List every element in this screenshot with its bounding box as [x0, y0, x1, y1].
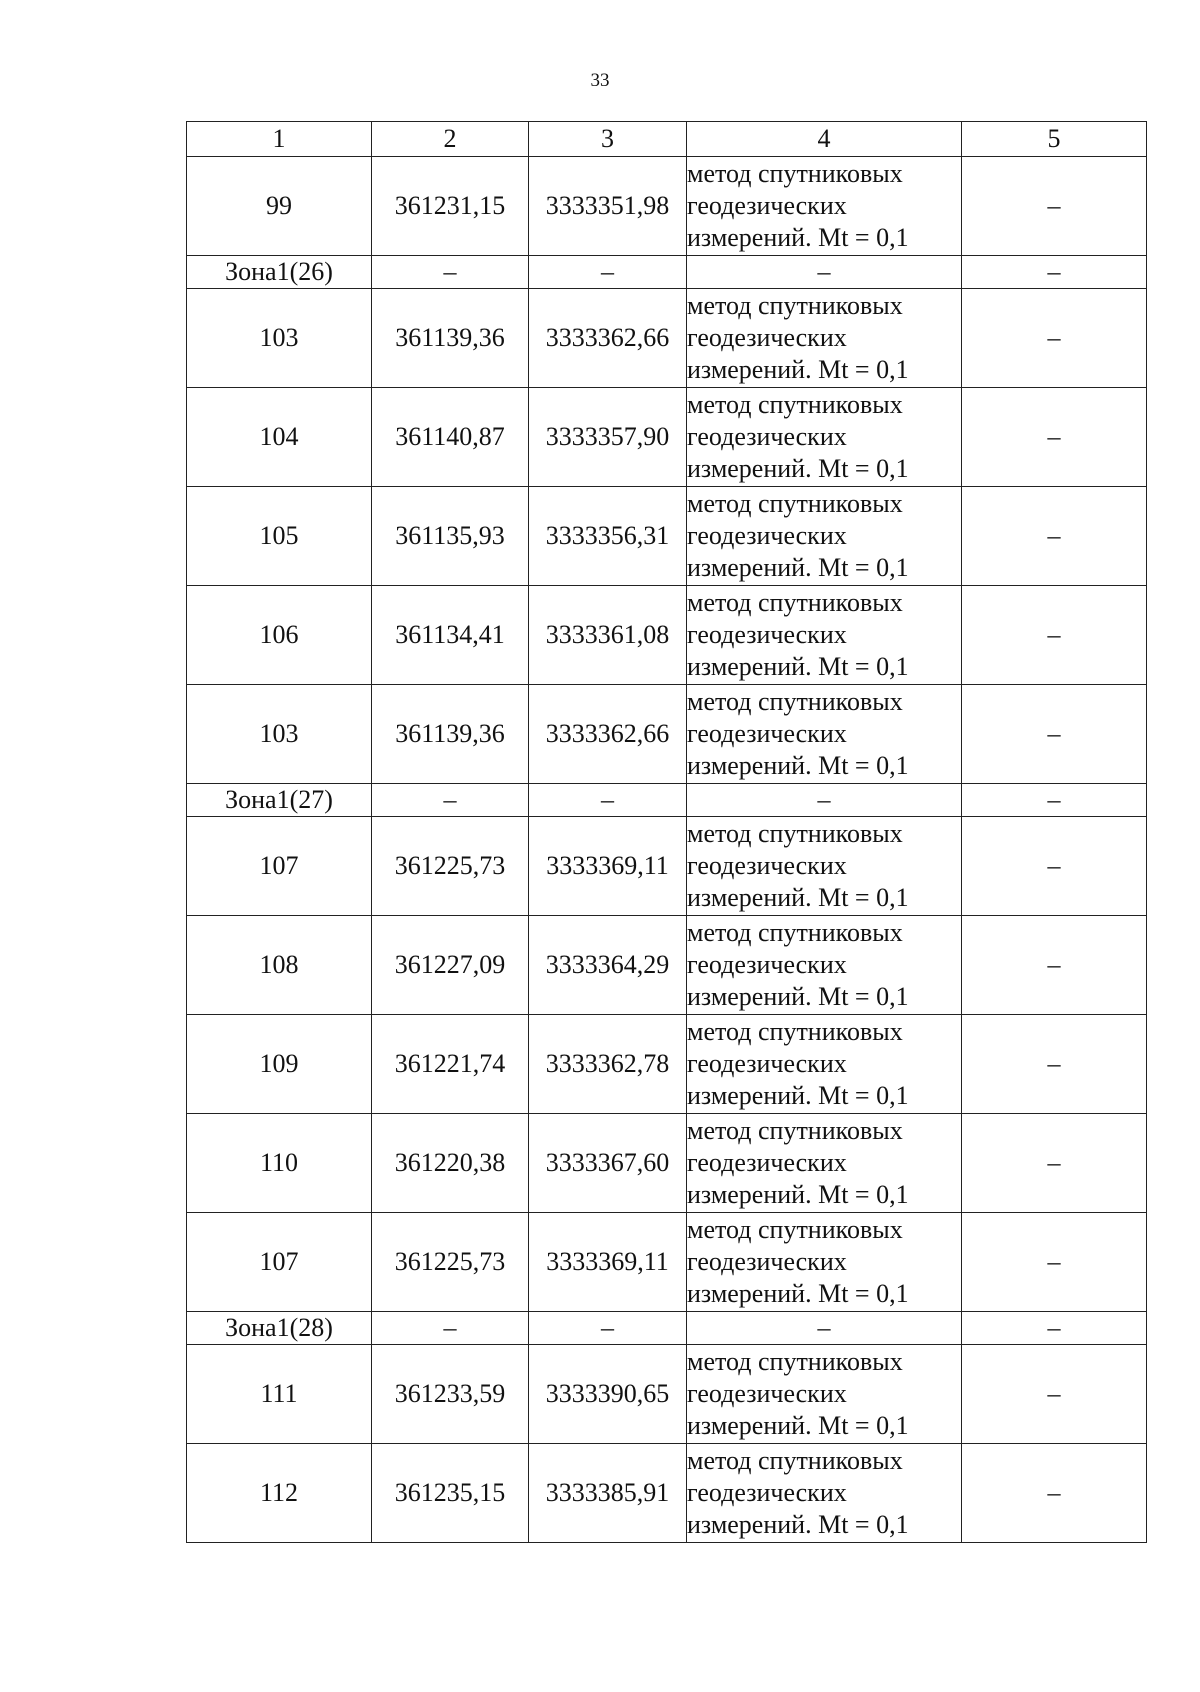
zone-dash: – — [687, 784, 962, 817]
method-line: геодезических — [687, 191, 847, 220]
method-line: метод спутниковых — [687, 918, 903, 947]
method-description — [687, 916, 962, 1015]
zone-row — [187, 256, 1147, 289]
method-line: геодезических — [687, 851, 847, 880]
table-row — [187, 1345, 1147, 1444]
method-line: измерений. Mt = 0,1 — [687, 553, 909, 582]
method-line: метод спутниковых — [687, 819, 903, 848]
zone-dash: – — [372, 1312, 529, 1345]
method-line: измерений. Mt = 0,1 — [687, 883, 909, 912]
point-number: 103 — [187, 289, 372, 388]
method-description — [687, 388, 962, 487]
column-5-value: – — [962, 586, 1147, 685]
point-number: 104 — [187, 388, 372, 487]
method-description — [687, 1114, 962, 1213]
method-description — [687, 685, 962, 784]
point-number: 111 — [187, 1345, 372, 1444]
method-line: геодезических — [687, 1049, 847, 1078]
column-header-2: 2 — [372, 122, 529, 157]
method-description — [687, 289, 962, 388]
method-line: геодезических — [687, 620, 847, 649]
table-row — [187, 1444, 1147, 1543]
method-line: измерений. Mt = 0,1 — [687, 1180, 909, 1209]
table-row — [187, 388, 1147, 487]
coordinate-y: 3333369,11 — [529, 1213, 687, 1312]
zone-label: Зона1(27) — [187, 784, 372, 817]
coordinate-y: 3333385,91 — [529, 1444, 687, 1543]
point-number: 103 — [187, 685, 372, 784]
method-description — [687, 1213, 962, 1312]
column-header-1: 1 — [187, 122, 372, 157]
coordinate-x: 361231,15 — [372, 157, 529, 256]
method-line: измерений. Mt = 0,1 — [687, 223, 909, 252]
table-row — [187, 487, 1147, 586]
table-row — [187, 916, 1147, 1015]
table-header-row — [187, 122, 1147, 157]
table-row — [187, 1213, 1147, 1312]
zone-dash: – — [962, 1312, 1147, 1345]
coordinate-x: 361134,41 — [372, 586, 529, 685]
coordinate-x: 361220,38 — [372, 1114, 529, 1213]
method-line: измерений. Mt = 0,1 — [687, 454, 909, 483]
method-line: измерений. Mt = 0,1 — [687, 1411, 909, 1440]
column-header-5: 5 — [962, 122, 1147, 157]
coordinate-x: 361140,87 — [372, 388, 529, 487]
coordinate-y: 3333356,31 — [529, 487, 687, 586]
method-line: геодезических — [687, 323, 847, 352]
column-header-4: 4 — [687, 122, 962, 157]
method-line: метод спутниковых — [687, 1446, 903, 1475]
table-row — [187, 1015, 1147, 1114]
table-body — [187, 157, 1147, 1543]
column-5-value: – — [962, 1345, 1147, 1444]
zone-row — [187, 784, 1147, 817]
zone-dash: – — [962, 256, 1147, 289]
method-line: измерений. Mt = 0,1 — [687, 355, 909, 384]
table-row — [187, 157, 1147, 256]
method-line: измерений. Mt = 0,1 — [687, 751, 909, 780]
method-description — [687, 1015, 962, 1114]
method-line: геодезических — [687, 950, 847, 979]
coordinate-x: 361233,59 — [372, 1345, 529, 1444]
method-description — [687, 1345, 962, 1444]
method-line: измерений. Mt = 0,1 — [687, 1279, 909, 1308]
zone-dash: – — [372, 256, 529, 289]
method-description — [687, 817, 962, 916]
method-line: метод спутниковых — [687, 1116, 903, 1145]
method-line: метод спутниковых — [687, 1215, 903, 1244]
column-5-value: – — [962, 916, 1147, 1015]
method-line: метод спутниковых — [687, 159, 903, 188]
method-line: метод спутниковых — [687, 291, 903, 320]
method-description — [687, 1444, 962, 1543]
table-row — [187, 817, 1147, 916]
method-line: геодезических — [687, 422, 847, 451]
coordinate-x: 361235,15 — [372, 1444, 529, 1543]
zone-dash: – — [962, 784, 1147, 817]
method-description — [687, 487, 962, 586]
zone-dash: – — [529, 256, 687, 289]
method-line: метод спутниковых — [687, 390, 903, 419]
point-number: 107 — [187, 817, 372, 916]
zone-label: Зона1(26) — [187, 256, 372, 289]
zone-dash: – — [529, 784, 687, 817]
method-line: измерений. Mt = 0,1 — [687, 652, 909, 681]
table-row — [187, 586, 1147, 685]
method-line: геодезических — [687, 521, 847, 550]
column-5-value: – — [962, 1015, 1147, 1114]
column-5-value: – — [962, 487, 1147, 586]
zone-dash: – — [372, 784, 529, 817]
coordinate-x: 361139,36 — [372, 685, 529, 784]
coordinate-y: 3333362,78 — [529, 1015, 687, 1114]
method-line: метод спутниковых — [687, 1347, 903, 1376]
method-line: геодезических — [687, 1379, 847, 1408]
coordinates-table — [186, 121, 1147, 1543]
table-row — [187, 685, 1147, 784]
zone-label: Зона1(28) — [187, 1312, 372, 1345]
column-5-value: – — [962, 817, 1147, 916]
column-5-value: – — [962, 157, 1147, 256]
method-line: измерений. Mt = 0,1 — [687, 1081, 909, 1110]
coordinate-x: 361225,73 — [372, 817, 529, 916]
coordinate-y: 3333357,90 — [529, 388, 687, 487]
point-number: 107 — [187, 1213, 372, 1312]
table-row — [187, 1114, 1147, 1213]
column-header-3: 3 — [529, 122, 687, 157]
column-5-value: – — [962, 1114, 1147, 1213]
point-number: 112 — [187, 1444, 372, 1543]
coordinate-y: 3333351,98 — [529, 157, 687, 256]
method-line: метод спутниковых — [687, 1017, 903, 1046]
method-line: геодезических — [687, 1478, 847, 1507]
coordinate-y: 3333369,11 — [529, 817, 687, 916]
method-line: измерений. Mt = 0,1 — [687, 982, 909, 1011]
coordinate-y: 3333362,66 — [529, 289, 687, 388]
method-line: метод спутниковых — [687, 588, 903, 617]
coordinate-y: 3333364,29 — [529, 916, 687, 1015]
zone-dash: – — [687, 1312, 962, 1345]
coordinate-x: 361225,73 — [372, 1213, 529, 1312]
method-line: геодезических — [687, 1148, 847, 1177]
point-number: 106 — [187, 586, 372, 685]
column-5-value: – — [962, 289, 1147, 388]
coordinate-y: 3333362,66 — [529, 685, 687, 784]
point-number: 110 — [187, 1114, 372, 1213]
zone-dash: – — [687, 256, 962, 289]
method-line: геодезических — [687, 719, 847, 748]
method-line: метод спутниковых — [687, 687, 903, 716]
coordinate-y: 3333367,60 — [529, 1114, 687, 1213]
method-description — [687, 157, 962, 256]
coordinate-y: 3333390,65 — [529, 1345, 687, 1444]
coordinate-x: 361139,36 — [372, 289, 529, 388]
coordinate-x: 361227,09 — [372, 916, 529, 1015]
coordinate-x: 361221,74 — [372, 1015, 529, 1114]
column-5-value: – — [962, 1213, 1147, 1312]
page-number: 33 — [590, 70, 610, 91]
method-line: метод спутниковых — [687, 489, 903, 518]
point-number: 109 — [187, 1015, 372, 1114]
zone-row — [187, 1312, 1147, 1345]
point-number: 99 — [187, 157, 372, 256]
point-number: 105 — [187, 487, 372, 586]
method-line: измерений. Mt = 0,1 — [687, 1510, 909, 1539]
point-number: 108 — [187, 916, 372, 1015]
method-line: геодезических — [687, 1247, 847, 1276]
column-5-value: – — [962, 685, 1147, 784]
column-5-value: – — [962, 1444, 1147, 1543]
column-5-value: – — [962, 388, 1147, 487]
coordinate-y: 3333361,08 — [529, 586, 687, 685]
table-row — [187, 289, 1147, 388]
method-description — [687, 586, 962, 685]
zone-dash: – — [529, 1312, 687, 1345]
coordinate-x: 361135,93 — [372, 487, 529, 586]
